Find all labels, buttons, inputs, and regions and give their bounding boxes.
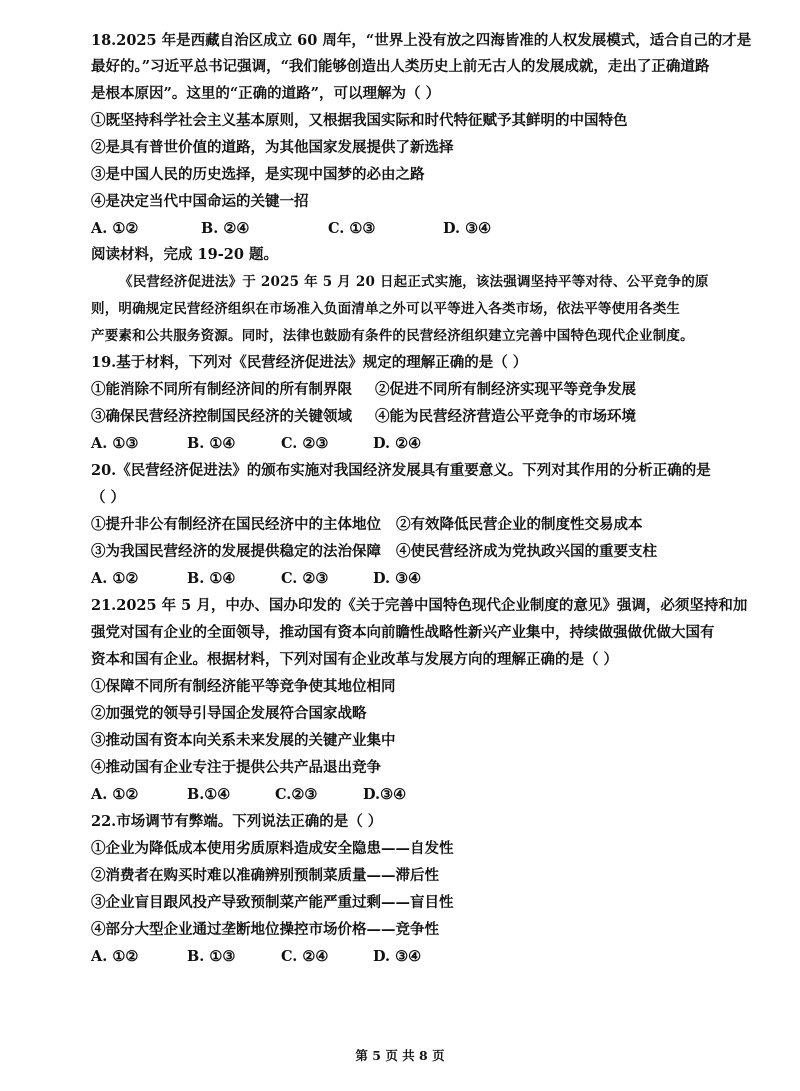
material-intro: 阅读材料，完成 19-20 题。 xyxy=(91,246,278,263)
material-line-2: 则，明确规定民营经济组织在市场准入负面清单之外可以平等进入各类市场，依法平等使用各类生 xyxy=(91,301,681,317)
q21-option-c: C.②③ xyxy=(275,786,318,803)
q18-statement-4: ④是决定当代中国命运的关键一招 xyxy=(91,193,309,210)
q21-statement-2: ②加强党的领导引导国企发展符合国家战略 xyxy=(91,705,367,722)
q18-option-d: D. ③④ xyxy=(443,220,492,237)
q21-option-d: D.③④ xyxy=(363,786,407,803)
q22-options xyxy=(91,947,691,967)
q22-option-b: B. ①③ xyxy=(187,948,236,965)
q19-option-d: D. ②④ xyxy=(373,435,422,452)
q20-option-d: D. ③④ xyxy=(373,570,422,587)
q18-options xyxy=(91,219,691,239)
q22-statement-3: ③企业盲目跟风投产导致预制菜产能严重过剩——盲目性 xyxy=(91,894,454,911)
q19-options xyxy=(91,434,691,454)
material-line-3: 产要素和公共服务资源。同时，法律也鼓励有条件的民营经济组织建立完善中国特色现代企业制度。 xyxy=(91,328,694,344)
q18-stem-line-3: 是根本原因”。这里的“正确的道路”，可以理解为（ ） xyxy=(91,85,441,102)
q19-statement-4: ④能为民营经济营造公平竞争的市场环境 xyxy=(375,408,636,425)
q21-options xyxy=(91,785,691,805)
q18-option-c: C. ①③ xyxy=(328,220,376,237)
q20-statement-3: ③为我国民营经济的发展提供稳定的法治保障 xyxy=(91,543,381,560)
q22-statement-4: ④部分大型企业通过垄断地位操控市场价格——竞争性 xyxy=(91,921,439,938)
q20-option-c: C. ②③ xyxy=(281,570,329,587)
q22-option-c: C. ②④ xyxy=(281,948,329,965)
q20-option-b: B. ①④ xyxy=(187,570,236,587)
q22-option-a: A. ①② xyxy=(91,948,139,965)
q19-option-c: C. ②③ xyxy=(281,435,329,452)
q18-option-b: B. ②④ xyxy=(201,220,250,237)
q20-option-a: A. ①② xyxy=(91,570,139,587)
material-line-1: 《民营经济促进法》于 2025 年 5 月 20 日起正式实施，该法强调坚持平等对待、公平竞争的原 xyxy=(119,274,709,290)
q20-stem: 20.《民营经济促进法》的颁布实施对我国经济发展具有重要意义。下列对其作用的分析正确的是 xyxy=(91,462,711,479)
q21-option-b: B.①④ xyxy=(187,786,231,803)
q21-stem-line-3: 资本和国有企业。根据材料，下列对国有企业改革与发展方向的理解正确的是（ ） xyxy=(91,651,619,668)
q22-statement-1: ①企业为降低成本使用劣质原料造成安全隐患——自发性 xyxy=(91,840,454,857)
q19-statement-3: ③确保民营经济控制国民经济的关键领域 xyxy=(91,408,352,425)
q21-stem-line-2: 强党对国有企业的全面领导，推动国有资本向前瞻性战略性新兴产业集中，持续做强做优做大国有 xyxy=(91,624,715,641)
q18-statement-3: ③是中国人民的历史选择，是实现中国梦的必由之路 xyxy=(91,166,425,183)
q21-statement-1: ①保障不同所有制经济能平等竞争使其地位相同 xyxy=(91,678,396,695)
q18-statement-2: ②是具有普世价值的道路，为其他国家发展提供了新选择 xyxy=(91,139,454,156)
q18-stem-line-1: 18.2025 年是西藏自治区成立 60 周年，“世界上没有放之四海皆准的人权发展模式，适合自己的才是 xyxy=(91,32,752,49)
q21-option-a: A. ①② xyxy=(91,786,139,803)
q19-statement-1: ①能消除不同所有制经济间的所有制界限 xyxy=(91,381,352,398)
q19-option-b: B. ①④ xyxy=(187,435,236,452)
q20-statement-4: ④使民营经济成为党执政兴国的重要支柱 xyxy=(396,543,657,560)
q18-statement-1: ①既坚持科学社会主义基本原则，又根据我国实际和时代特征赋予其鲜明的中国特色 xyxy=(91,112,628,129)
q21-statement-3: ③推动国有资本向关系未来发展的关键产业集中 xyxy=(91,732,396,749)
q18-option-a: A. ①② xyxy=(91,220,139,237)
q22-statement-2: ②消费者在购买时难以准确辨别预制菜质量——滞后性 xyxy=(91,867,439,884)
q20-options xyxy=(91,569,691,589)
q19-statement-2: ②促进不同所有制经济实现平等竞争发展 xyxy=(375,381,636,398)
q19-stem: 19.基于材料，下列对《民营经济促进法》规定的理解正确的是（ ） xyxy=(91,354,528,371)
q20-blank: （ ） xyxy=(91,489,126,506)
q21-stem-line-1: 21.2025 年 5 月，中办、国办印发的《关于完善中国特色现代企业制度的意见》强调，必须坚持和加 xyxy=(91,597,748,614)
q19-option-a: A. ①③ xyxy=(91,435,139,452)
q21-statement-4: ④推动国有企业专注于提供公共产品退出竞争 xyxy=(91,759,381,776)
q18-stem-line-2: 最好的。”习近平总书记强调，“我们能够创造出人类历史上前无古人的发展成就，走出了正确道路 xyxy=(91,58,710,75)
q20-statement-2: ②有效降低民营企业的制度性交易成本 xyxy=(396,516,643,533)
q22-stem: 22.市场调节有弊端。下列说法正确的是（ ） xyxy=(91,813,383,830)
q22-option-d: D. ③④ xyxy=(373,948,422,965)
page-number-footer: 第 5 页 共 8 页 xyxy=(355,1048,445,1063)
q20-statement-1: ①提升非公有制经济在国民经济中的主体地位 xyxy=(91,516,381,533)
